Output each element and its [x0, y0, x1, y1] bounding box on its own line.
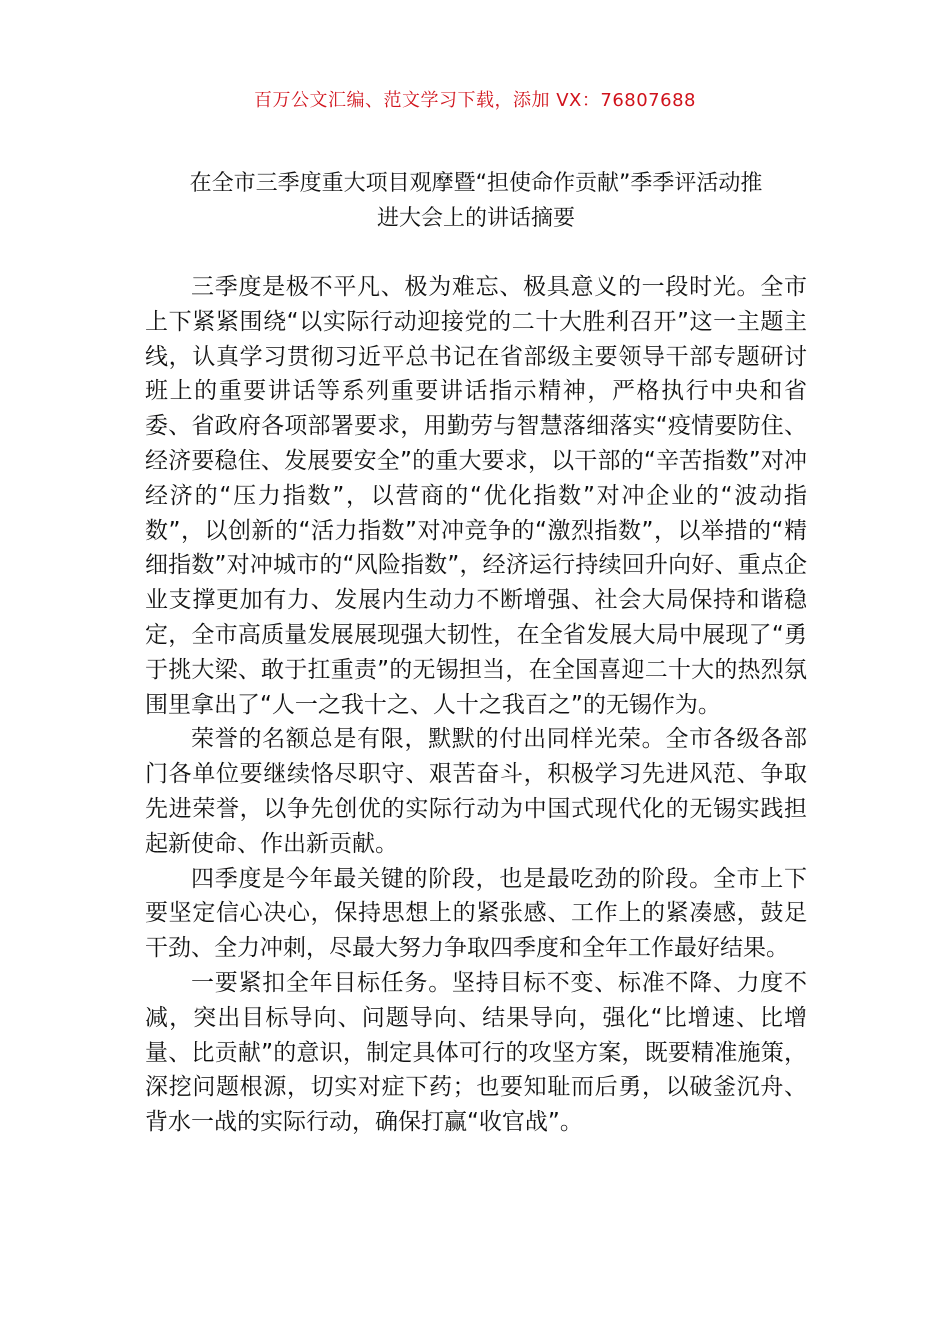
- paragraph-4: 一要紧扣全年目标任务。坚持目标不变、标准不降、力度不减，突出目标导向、问题导向、结果导向，强化“比增速、比增量、比贡献”的意识，制定具体可行的攻坚方案，既要精准施策，深挖问题根源，切实对症下药；也要知耻而后勇，以破釜沉舟、背水一战的实际行动，确保打赢“收官战”。: [145, 969, 807, 1136]
- document-body: [145, 270, 807, 1140]
- paragraph-3: 四季度是今年最关键的阶段，也是最吃劲的阶段。全市上下要坚定信心决心，保持思想上的紧张感、工作上的紧凑感，鼓足干劲、全力冲刺，尽最大努力争取四季度和全年工作最好结果。: [145, 865, 807, 962]
- header-note: 百万公文汇编、范文学习下载，添加 VX：76807688: [254, 90, 696, 111]
- title-line-1: 在全市三季度重大项目观摩暨“担使命作贡献”季季评活动推: [189, 171, 763, 196]
- paragraph-2: 荣誉的名额总是有限，默默的付出同样光荣。全市各级各部门各单位要继续恪尽职守、艰苦奋斗，积极学习先进风范、争取先进荣誉，以争先创优的实际行动为中国式现代化的无锡实践担起新使命、作出新贡献。: [145, 726, 807, 857]
- title-line-2: 进大会上的讲话摘要: [376, 206, 575, 231]
- document-title: [145, 166, 807, 236]
- paragraph-1: 三季度是极不平凡、极为难忘、极具意义的一段时光。全市上下紧紧围绕“以实际行动迎接党的二十大胜利召开”这一主题主线，认真学习贯彻习近平总书记在省部级主要领导干部专题研讨班上的重要讲话等系列重要讲话指示精神，严格执行中央和省委、省政府各项部署要求，用勤劳与智慧落细落实“疫情要防住、经济要稳住、发展要安全”的重大要求，以干部的“辛苦指数”对冲经济的“压力指数”，以营商的“优化指数”对冲企业的“波动指数”，以创新的“活力指数”对冲竞争的“激烈指数”，以举措的“精细指数”对冲城市的“风险指数”，经济运行持续回升向好、重点企业支撑更加有力、发展内生动力不断增强、社会大局保持和谐稳定，全市高质量发展展现强大韧性，在全省发展大局中展现了“勇于挑大梁、敢于扛重责”的无锡担当，在全国喜迎二十大的热烈氛围里拿出了“人一之我十之、人十之我百之”的无锡作为。: [145, 274, 807, 718]
